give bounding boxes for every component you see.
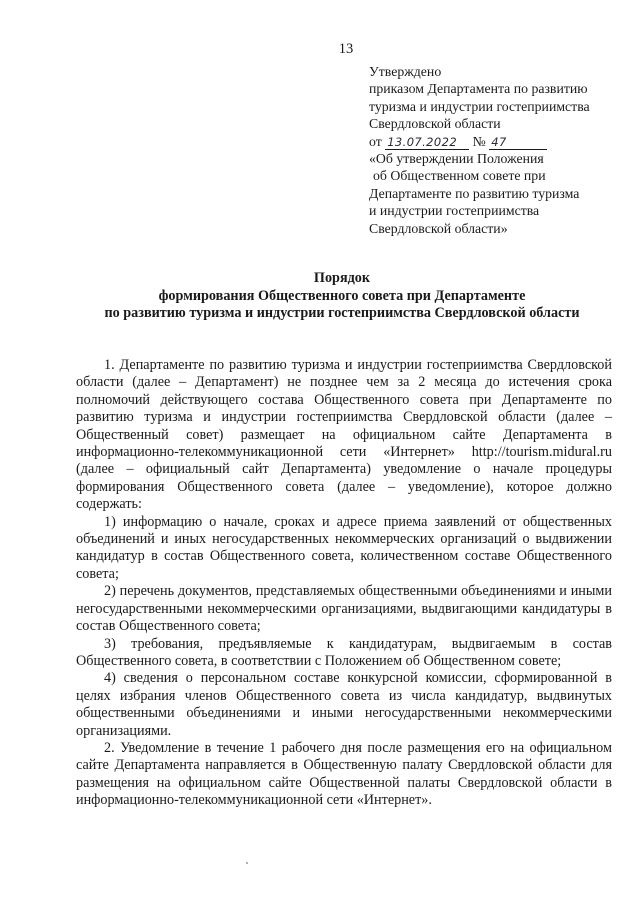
document-title-line-1: Порядок: [313, 270, 371, 286]
document-body: [76, 357, 612, 810]
paragraph-item-1: 1) информацию о начале, сроках и адресе приема заявлений от общественных объединений и иных негосударственных некоммерческих организаций о выдвижении кандидатур в состав Общественного совета, количественном составе Общественного совета;: [76, 513, 612, 582]
number-label: №: [472, 133, 486, 149]
page-number: 13: [338, 41, 354, 57]
approval-line-1: Утверждено: [369, 64, 442, 79]
approval-line-3: туризма и индустрии гостеприимства: [369, 98, 590, 114]
handwritten-number: 47: [489, 135, 547, 150]
paragraph-2: 2. Уведомление в течение 1 рабочего дня после размещения его на официальном сайте Департамента направляется в Общественную палату Свердловской области для размещения на официальном сайте Общественной палаты Свердловской области в информационно-телекоммуникационной сети «Интернет».: [76, 739, 612, 809]
order-title-line-3: Департаменте по развитию туризма: [369, 185, 580, 201]
handwritten-date: 13.07.2022: [385, 135, 469, 150]
paragraph-item-4: 4) сведения о персональном составе конкурсной комиссии, сформированной в целях избрания членов Общественного совета из числа кандидатур, выдвинутых общественными объединениями и иными негосударственными некоммерческими организациями.: [76, 670, 612, 739]
scan-speck: [246, 862, 248, 864]
approval-date-line: [369, 133, 631, 150]
order-title-line-4: и индустрии гостеприимства: [369, 203, 540, 219]
approval-line-2: приказом Департамента по развитию: [369, 81, 588, 97]
paragraph-item-3: 3) требования, предъявляемые к кандидатурам, выдвигаемым в состав Общественного совета, в соответствии с Положением об Общественном совете;: [76, 635, 612, 669]
document-title-line-2: формирования Общественного совета при Департаменте: [158, 287, 526, 304]
document-title: [72, 270, 612, 323]
order-title-line-2: об Общественном совете при: [373, 168, 546, 184]
paragraph-item-2: 2) перечень документов, представляемых общественными объединениями и иными негосударственными некоммерческими организациями, выдвигающими кандидатуры в состав Общественного совета;: [76, 583, 612, 635]
approval-block: [369, 63, 631, 237]
paragraph-1: 1. Департаменте по развитию туризма и индустрии гостеприимства Свердловской области (далее – Департамент) не позднее чем за 2 месяца до истечения срока полномочий действующего состава Общественного совета при Департаменте по развитию туризма и индустрии гостеприимства Свердловской области (далее – Общественный совет) размещает на официальном сайте Департамента в информационно-телекоммуникационной сети «Интернет» http://tourism.midural.ru (далее – официальный сайт Департамента) уведомление о начале процедуры формирования Общественного совета (далее – уведомление), которое должно содержать:: [76, 357, 612, 513]
approval-line-4: Свердловской области: [369, 116, 501, 132]
document-title-line-3: по развитию туризма и индустрии гостеприимства Свердловской области: [104, 305, 580, 322]
order-title-line-1: «Об утверждении Положения: [369, 151, 544, 167]
from-label: от: [369, 133, 382, 149]
order-title-line-5: Свердловской области»: [369, 220, 508, 236]
